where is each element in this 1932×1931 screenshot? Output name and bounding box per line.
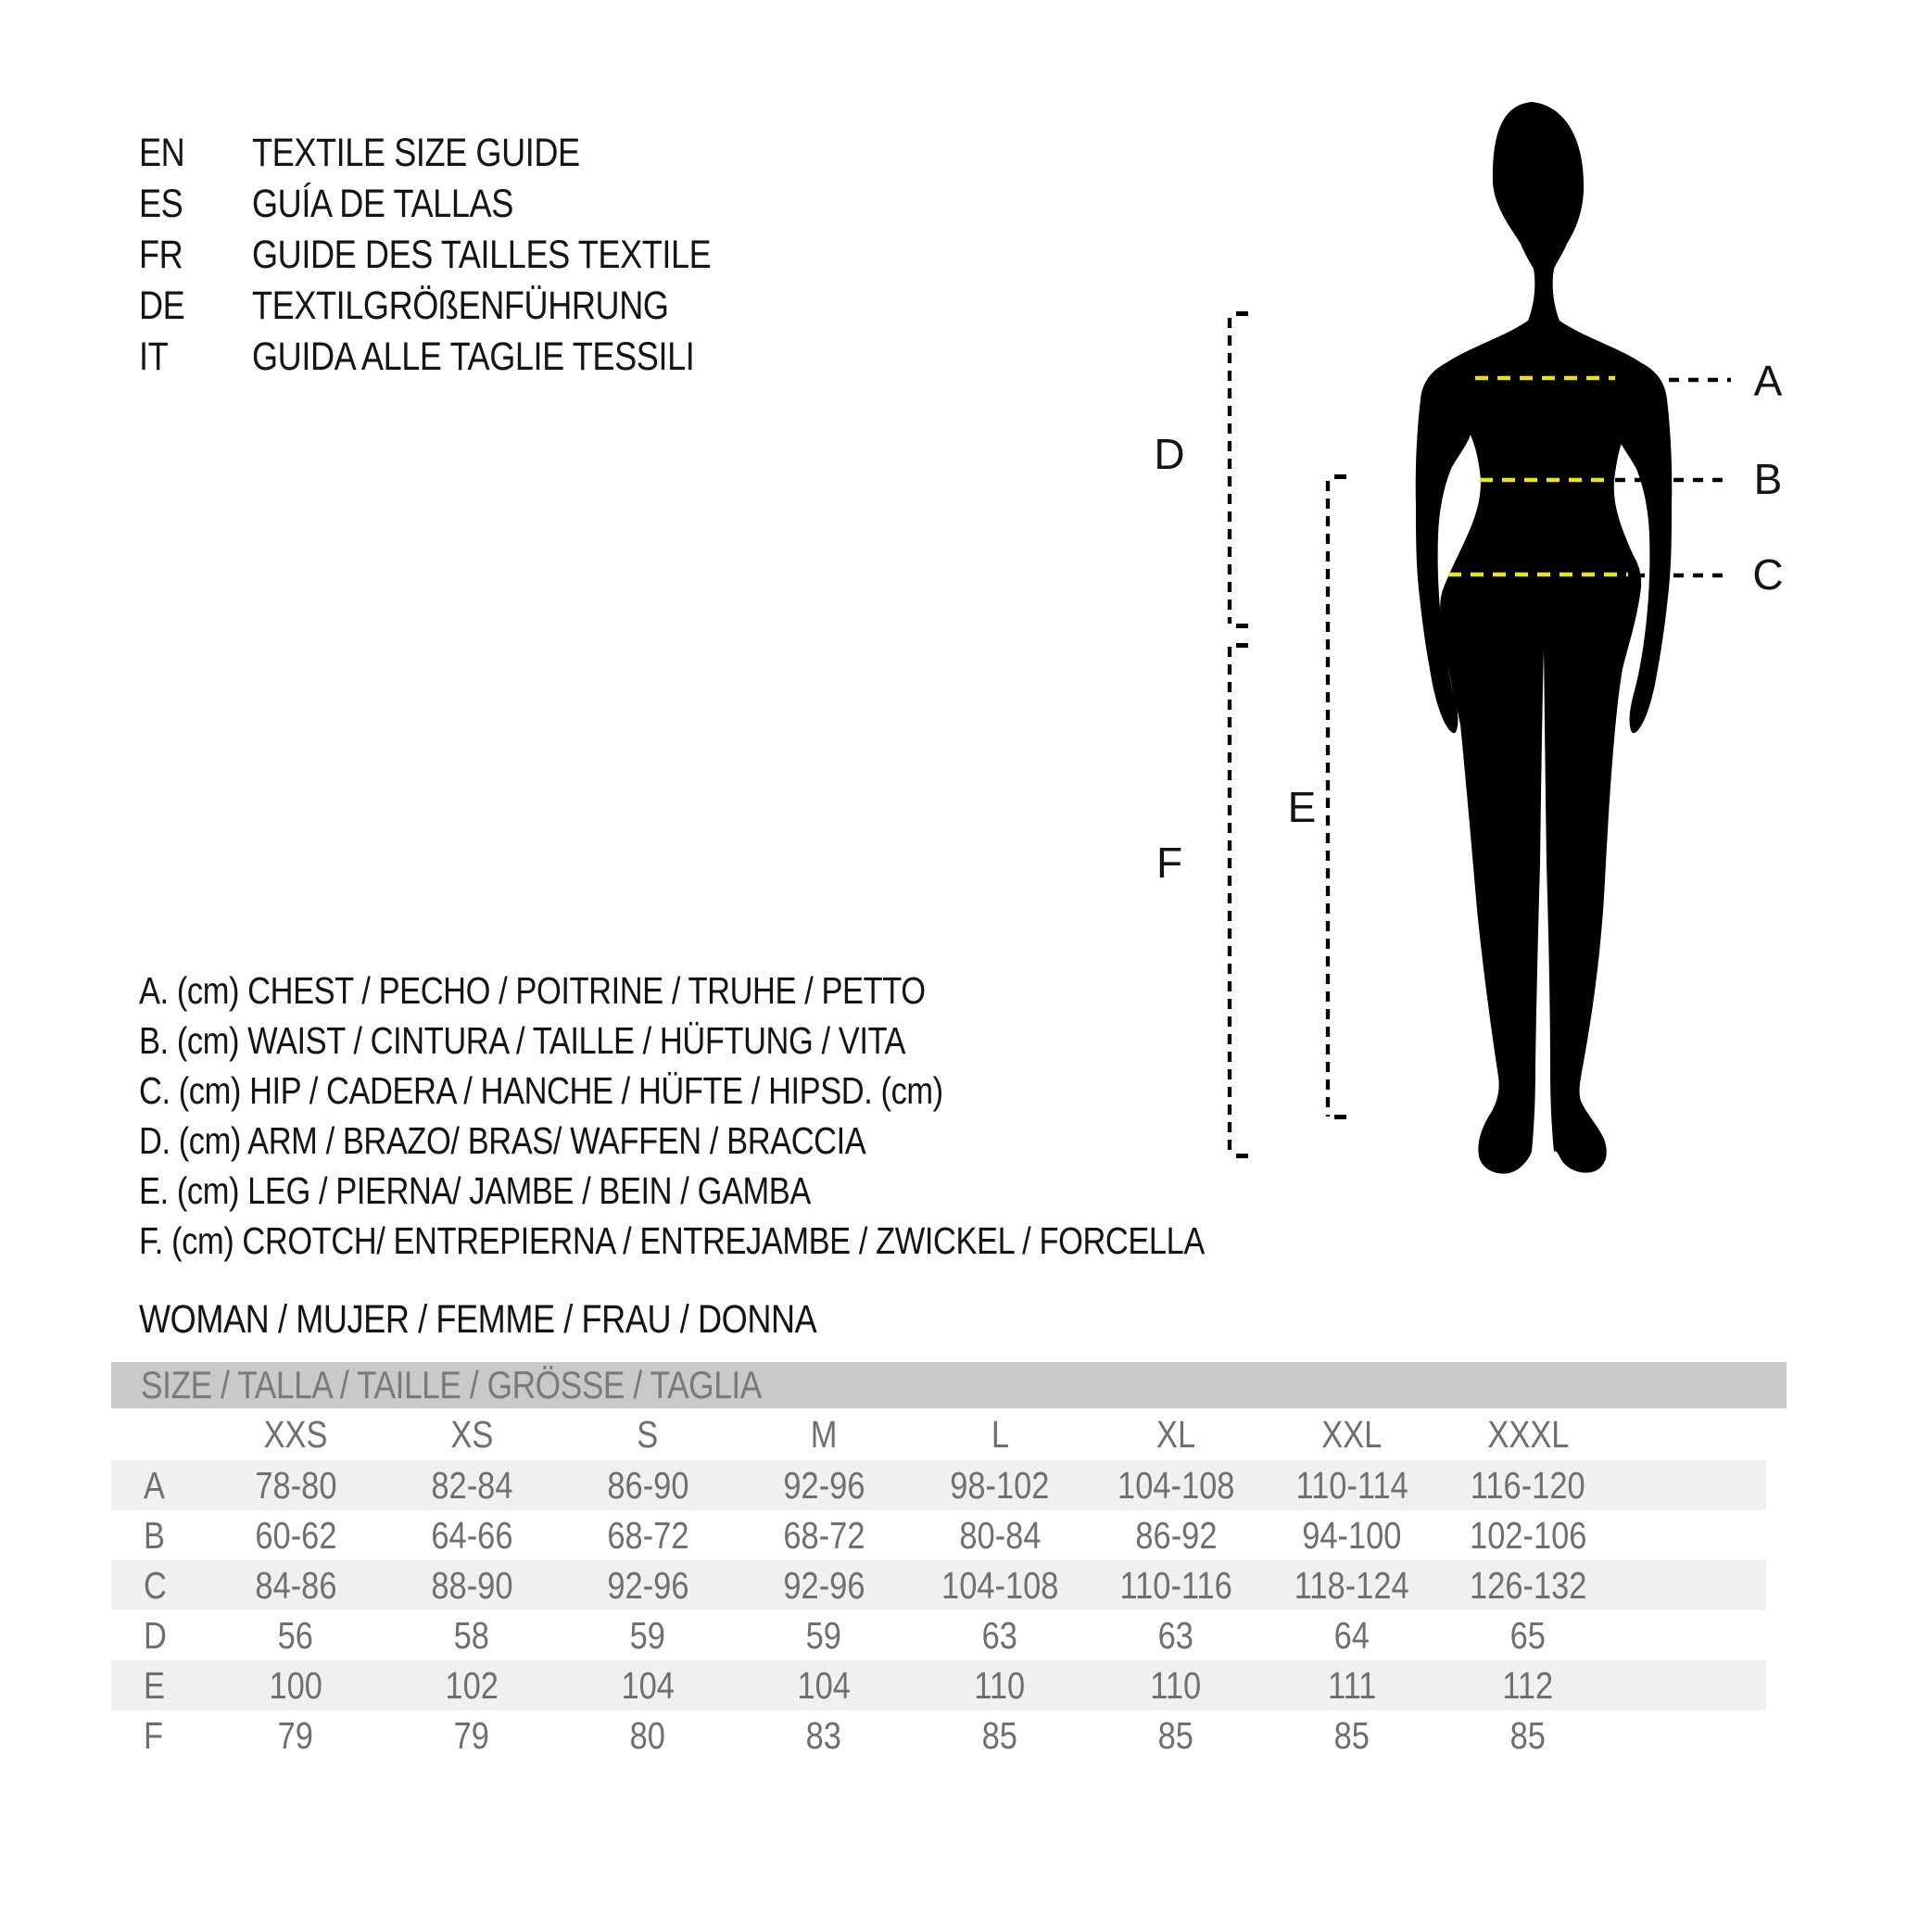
size-value-cell: 63 bbox=[1157, 1613, 1194, 1657]
dimension-tick bbox=[1236, 311, 1248, 316]
figure-label-b: B bbox=[1753, 455, 1783, 503]
size-value-cell: 68-72 bbox=[606, 1513, 689, 1557]
size-value-cell: 80 bbox=[629, 1713, 666, 1757]
guide-title: TEXTILGRÖßENFÜHRUNG bbox=[252, 284, 669, 328]
dimension-tick bbox=[1236, 624, 1248, 628]
size-value-cell: 64-66 bbox=[430, 1513, 513, 1557]
size-value-cell: 82-84 bbox=[430, 1463, 513, 1507]
figure-label-e: E bbox=[1287, 783, 1317, 831]
size-col-headers bbox=[111, 1408, 1766, 1460]
size-value-cell: 92-96 bbox=[606, 1563, 689, 1607]
size-value-cell: 85 bbox=[1157, 1713, 1194, 1757]
language-row bbox=[139, 332, 799, 383]
size-col-header: XXXL bbox=[1486, 1412, 1570, 1456]
size-value-cell: 92-96 bbox=[782, 1463, 865, 1507]
size-value-cell: 88-90 bbox=[430, 1563, 513, 1607]
size-value-cell: 68-72 bbox=[782, 1513, 865, 1557]
guide-title: GUIDE DES TAILLES TEXTILE bbox=[252, 233, 712, 277]
figure-label-c: C bbox=[1752, 550, 1784, 599]
measure-row-label: F bbox=[144, 1713, 164, 1757]
size-value-cell: 94-100 bbox=[1302, 1513, 1402, 1557]
language-code: FR bbox=[139, 233, 183, 277]
language-row bbox=[139, 230, 799, 281]
size-value-cell: 100 bbox=[269, 1663, 322, 1707]
size-col-header: S bbox=[637, 1412, 659, 1456]
size-value-cell: 83 bbox=[805, 1713, 842, 1757]
size-value-cell: 104 bbox=[621, 1663, 675, 1707]
size-value-cell: 85 bbox=[981, 1713, 1018, 1757]
guide-title: TEXTILE SIZE GUIDE bbox=[252, 131, 580, 175]
legend-line: A. (cm) CHEST / PECHO / POITRINE / TRUHE / PETTO bbox=[139, 969, 926, 1012]
dimension-tick bbox=[1334, 1115, 1346, 1119]
size-table-row bbox=[111, 1660, 1766, 1710]
language-code: EN bbox=[139, 131, 185, 175]
audience-line: WOMAN / MUJER / FEMME / FRAU / DONNA bbox=[139, 1297, 817, 1342]
measure-row-label: E bbox=[144, 1663, 165, 1707]
measure-row-label: C bbox=[144, 1563, 167, 1607]
size-value-cell: 92-96 bbox=[782, 1563, 865, 1607]
size-value-cell: 102 bbox=[445, 1663, 499, 1707]
size-table-header-band bbox=[111, 1362, 1787, 1408]
size-table-row bbox=[111, 1560, 1766, 1610]
size-value-cell: 111 bbox=[1327, 1663, 1377, 1707]
language-row bbox=[139, 128, 799, 179]
language-code: IT bbox=[139, 334, 169, 379]
language-row bbox=[139, 179, 799, 230]
size-value-cell: 85 bbox=[1333, 1713, 1370, 1757]
language-row bbox=[139, 281, 799, 332]
legend-line: F. (cm) CROTCH/ ENTREPIERNA / ENTREJAMBE / ZWICKEL / FORCELLA bbox=[139, 1219, 1205, 1262]
size-value-cell: 63 bbox=[981, 1613, 1018, 1657]
size-value-cell: 65 bbox=[1509, 1613, 1547, 1657]
size-value-cell: 112 bbox=[1502, 1663, 1554, 1707]
size-col-header: XL bbox=[1155, 1412, 1196, 1456]
size-value-cell: 104-108 bbox=[941, 1563, 1059, 1607]
size-value-cell: 80-84 bbox=[958, 1513, 1042, 1557]
size-value-cell: 86-90 bbox=[606, 1463, 689, 1507]
dimension-tick bbox=[1236, 643, 1248, 648]
size-value-cell: 104-108 bbox=[1117, 1463, 1235, 1507]
size-value-cell: 116-120 bbox=[1471, 1463, 1585, 1507]
measure-row-label: B bbox=[144, 1513, 165, 1557]
size-value-cell: 78-80 bbox=[254, 1463, 337, 1507]
figure-label-f: F bbox=[1155, 839, 1183, 887]
language-code: DE bbox=[139, 284, 185, 328]
size-value-cell: 126-132 bbox=[1469, 1563, 1587, 1607]
guide-title: GUIDA ALLE TAGLIE TESSILI bbox=[252, 334, 695, 379]
size-value-cell: 79 bbox=[277, 1713, 314, 1757]
legend-line: B. (cm) WAIST / CINTURA / TAILLE / HÜFTUNG / VITA bbox=[139, 1019, 906, 1062]
size-table-row bbox=[111, 1460, 1766, 1510]
size-value-cell: 110 bbox=[974, 1663, 1026, 1707]
legend-line: D. (cm) ARM / BRAZO/ BRAS/ WAFFEN / BRACCIA bbox=[139, 1119, 866, 1162]
measure-row-label: D bbox=[144, 1613, 167, 1657]
size-table-row bbox=[111, 1510, 1766, 1560]
size-table-header-text: SIZE / TALLA / TAILLE / GRÖSSE / TAGLIA bbox=[141, 1363, 762, 1407]
size-table-row bbox=[111, 1610, 1766, 1660]
size-value-cell: 56 bbox=[277, 1613, 314, 1657]
figure-label-d: D bbox=[1154, 430, 1185, 478]
legend-line: E. (cm) LEG / PIERNA/ JAMBE / BEIN / GAMBA bbox=[139, 1169, 811, 1212]
size-value-cell: 110 bbox=[1150, 1663, 1202, 1707]
size-value-cell: 104 bbox=[797, 1663, 851, 1707]
size-value-cell: 64 bbox=[1333, 1613, 1370, 1657]
language-code: ES bbox=[139, 182, 183, 226]
measurement-figure bbox=[1149, 93, 1932, 1223]
guide-title: GUÍA DE TALLAS bbox=[252, 182, 513, 226]
size-value-cell: 59 bbox=[629, 1613, 666, 1657]
size-col-header: L bbox=[991, 1412, 1009, 1456]
size-value-cell: 118-124 bbox=[1294, 1563, 1409, 1607]
size-col-header: XXS bbox=[263, 1412, 328, 1456]
size-value-cell: 59 bbox=[805, 1613, 842, 1657]
legend-line: C. (cm) HIP / CADERA / HANCHE / HÜFTE / HIPSD. (cm) bbox=[139, 1069, 943, 1112]
figure-label-a: A bbox=[1753, 357, 1783, 405]
size-value-cell: 86-92 bbox=[1134, 1513, 1218, 1557]
size-value-cell: 98-102 bbox=[950, 1463, 1050, 1507]
size-value-cell: 84-86 bbox=[254, 1563, 337, 1607]
size-table bbox=[111, 1362, 1787, 1761]
size-col-header: M bbox=[810, 1412, 838, 1456]
size-value-cell: 79 bbox=[453, 1713, 490, 1757]
measure-row-label: A bbox=[144, 1463, 165, 1507]
title-language-block bbox=[139, 128, 799, 383]
size-col-header: XS bbox=[450, 1412, 493, 1456]
size-value-cell: 85 bbox=[1509, 1713, 1547, 1757]
size-value-cell: 110-114 bbox=[1295, 1463, 1408, 1507]
dimension-tick bbox=[1236, 1154, 1248, 1158]
size-value-cell: 110-116 bbox=[1119, 1563, 1232, 1607]
size-table-row bbox=[111, 1710, 1766, 1761]
size-value-cell: 58 bbox=[453, 1613, 490, 1657]
size-value-cell: 102-106 bbox=[1469, 1513, 1587, 1557]
size-col-header: XXL bbox=[1321, 1412, 1383, 1456]
size-table-rows bbox=[111, 1460, 1787, 1761]
woman-silhouette bbox=[1429, 102, 1662, 1174]
size-value-cell: 60-62 bbox=[254, 1513, 337, 1557]
dimension-tick bbox=[1334, 474, 1346, 479]
